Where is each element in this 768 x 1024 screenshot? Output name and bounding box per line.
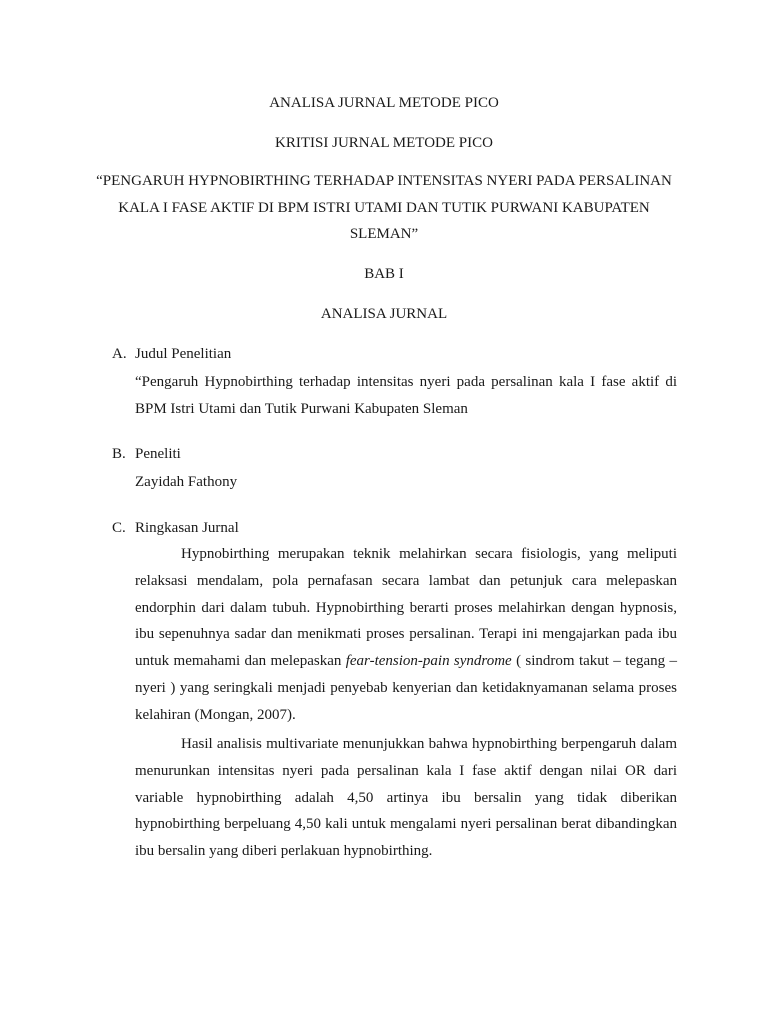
text-line: nyeri ) yang seringkali menjadi penyebab kenyerian dan ketidaknyamanan selama proses bbox=[135, 679, 677, 696]
chapter-title: ANALISA JURNAL bbox=[320, 306, 448, 322]
text-line: Hypnobirthing merupakan teknik melahirkan secara fisiologis, yang meliputi bbox=[181, 546, 677, 562]
section-a-content bbox=[135, 369, 677, 423]
text-line: BPM Istri Utami dan Tutik Purwani Kabupaten Sleman bbox=[135, 400, 468, 417]
text-line: relaksasi mendalam, pola pernafasan secara lambat dan petunjuk cara melepaskan bbox=[135, 572, 677, 589]
journal-title-line: KALA I FASE AKTIF DI BPM ISTRI UTAMI DAN TUTIK PURWANI KABUPATEN bbox=[118, 199, 650, 216]
section-a-marker: A. bbox=[112, 346, 127, 362]
text-line: ibu bersalin yang diberi perlakuan hypnobirthing. bbox=[135, 843, 433, 860]
section-c-marker: C. bbox=[112, 520, 126, 536]
text-line: menurunkan intensitas nyeri pada persalinan kala I fase aktif dengan nilai OR dari bbox=[135, 762, 677, 779]
heading-analisa: ANALISA JURNAL METODE PICO bbox=[269, 95, 499, 111]
researcher-name: Zayidah Fathony bbox=[135, 474, 238, 490]
section-b-marker: B. bbox=[112, 446, 126, 462]
summary-paragraph-2 bbox=[135, 731, 677, 865]
text-line: hypnobirthing berpeluang 4,50 kali untuk mengalami nyeri persalinan berat dibandingkan bbox=[135, 816, 677, 833]
text-line: “Pengaruh Hypnobirthing terhadap intensitas nyeri pada persalinan kala I fase aktif di bbox=[135, 374, 677, 390]
section-a-label: Judul Penelitian bbox=[135, 346, 232, 362]
text-line: endorphin dari dalam tubuh. Hypnobirthing berarti proses melahirkan dengan hypnosis, bbox=[135, 599, 677, 616]
summary-paragraph-1 bbox=[135, 541, 677, 729]
chapter-number: BAB I bbox=[364, 266, 404, 282]
italic-term: fear-tension-pain syndrome bbox=[345, 653, 512, 670]
journal-title-line: “PENGARUH HYPNOBIRTHING TERHADAP INTENSITAS NYERI PADA PERSALINAN bbox=[96, 173, 672, 189]
text-run: ( sindrom takut – tegang – bbox=[511, 653, 677, 670]
section-b-label: Peneliti bbox=[135, 446, 181, 462]
section-c-label: Ringkasan Jurnal bbox=[135, 520, 239, 536]
text-run: untuk memahami dan melepaskan bbox=[135, 653, 346, 670]
text-line: variable hypnobirthing adalah 4,50 artinya ibu bersalin yang tidak diberikan bbox=[135, 789, 677, 806]
text-line: kelahiran (Mongan, 2007). bbox=[135, 706, 296, 723]
journal-title-line: SLEMAN” bbox=[349, 226, 419, 242]
text-line: ibu sepenuhnya sadar dan menikmati proses persalinan. Terapi ini mengajarkan pada ibu bbox=[135, 626, 677, 643]
text-line: Hasil analisis multivariate menunjukkan bahwa hypnobirthing berpengaruh dalam bbox=[181, 736, 677, 752]
text-line bbox=[135, 648, 677, 675]
journal-title bbox=[80, 168, 688, 248]
heading-kritisi: KRITISI JURNAL METODE PICO bbox=[275, 135, 493, 151]
